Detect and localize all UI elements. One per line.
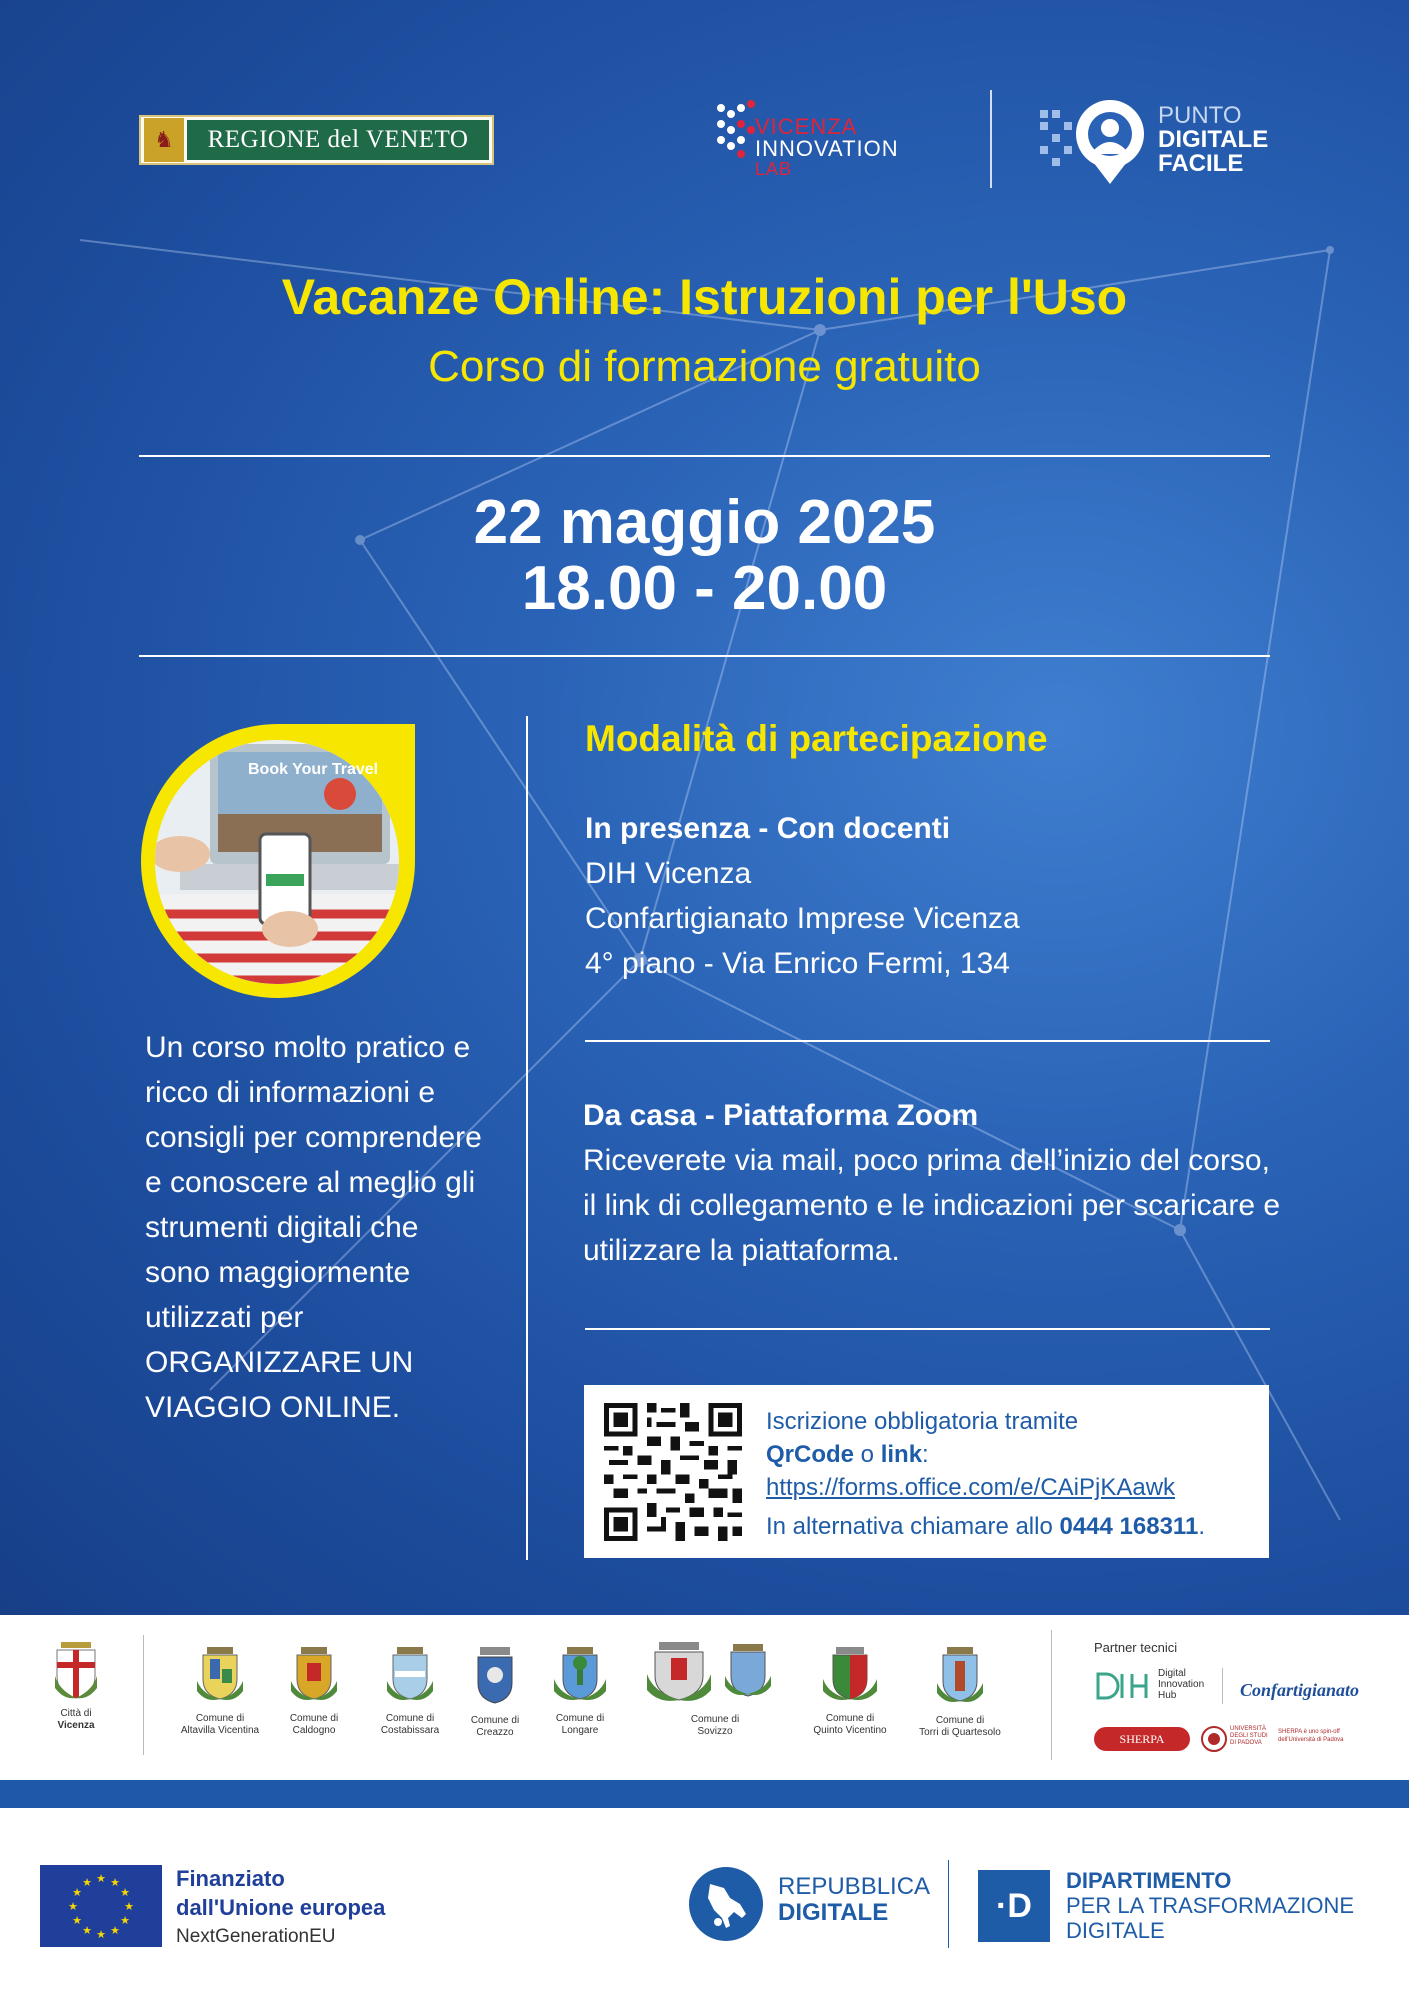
- dtd-text: [1066, 1868, 1354, 1943]
- sherpa-logo: SHERPA: [1094, 1727, 1190, 1751]
- strip-separator-2: [1051, 1630, 1052, 1760]
- footer-separator: [948, 1860, 949, 1948]
- comune-l2: Caldogno: [292, 1725, 336, 1736]
- rd-line2: DIGITALE: [778, 1899, 889, 1926]
- comune-l1: Comune di: [825, 1713, 875, 1724]
- course-subtitle: Corso di formazione gratuito: [428, 342, 981, 391]
- comune-sovizzo: [640, 1640, 790, 1738]
- eu-line1: Finanziato: [176, 1866, 285, 1891]
- svg-text:★: ★: [110, 1876, 120, 1889]
- vil-line1: VICENZA: [755, 114, 858, 139]
- photo-caption: Book Your Travel: [248, 761, 379, 778]
- eu-line3: NextGenerationEU: [176, 1926, 336, 1947]
- course-time: 18.00 - 20.00: [521, 554, 888, 623]
- casa-text: Riceverete via mail, poco prima dell’inizio del corso, il link di collegamento e le indicazioni per scaricare e utilizzare la piattaforma.: [583, 1144, 1281, 1267]
- comune-costabissara: [370, 1645, 450, 1737]
- header-divider: [990, 90, 992, 188]
- sherpa-note: SHERPA è uno spin-off dell'Università di Padova: [1278, 1729, 1344, 1743]
- comune-l2: Altavilla Vicentina: [180, 1725, 260, 1736]
- comune-creazzo: [460, 1645, 530, 1739]
- svg-text:★: ★: [120, 1886, 130, 1899]
- altavilla-crest-icon: [195, 1645, 245, 1705]
- divider-top: [139, 455, 1270, 457]
- course-title: Vacanze Online: Istruzioni per l'Uso: [281, 269, 1128, 325]
- comune-l1: Comune di: [935, 1715, 985, 1726]
- punto-digitale-facile-text: [1158, 104, 1268, 176]
- vicenza-innovation-lab-logo: [713, 92, 943, 184]
- svg-text:★: ★: [110, 1924, 120, 1937]
- presenza-block: [585, 806, 1020, 986]
- longare-crest-icon: [552, 1645, 608, 1705]
- comune-l1: Comune di: [289, 1713, 339, 1724]
- comune-l2: Quinto Vicentino: [813, 1725, 887, 1736]
- presenza-line1: DIH Vicenza: [585, 857, 752, 890]
- registration-link[interactable]: https://forms.office.com/e/CAiPjKAawk: [766, 1474, 1176, 1501]
- footer-bar: [0, 1780, 1409, 1808]
- comune-l2: Creazzo: [476, 1727, 514, 1738]
- rd-line1: REPUBBLICA: [778, 1873, 931, 1900]
- comune-caldogno: [278, 1645, 350, 1737]
- quinto-crest-icon: [821, 1645, 879, 1705]
- comune-l1: Comune di: [690, 1714, 740, 1725]
- svg-text:★: ★: [120, 1914, 130, 1927]
- registration-line1: Iscrizione obbligatoria tramite: [766, 1408, 1079, 1435]
- presenza-line2: Confartigianato Imprese Vicenza: [585, 902, 1020, 935]
- presenza-heading: In presenza - Con docenti: [585, 812, 951, 845]
- dtd-line3: DIGITALE: [1066, 1918, 1165, 1943]
- comune-torri: [905, 1645, 1015, 1739]
- partner-separator: [1222, 1668, 1223, 1704]
- dih-text: Digital Innovation Hub: [1158, 1668, 1205, 1701]
- registration-alt: [766, 1510, 1205, 1543]
- repubblica-digitale-text: [778, 1874, 930, 1926]
- comune-altavilla: [170, 1645, 270, 1737]
- svg-text:★: ★: [68, 1900, 78, 1913]
- svg-text:★: ★: [82, 1924, 92, 1937]
- modalita-title: Modalità di partecipazione: [585, 718, 1048, 759]
- alt-suffix: .: [1198, 1513, 1205, 1540]
- dtd-line2: PER LA TRASFORMAZIONE: [1066, 1893, 1355, 1918]
- pdf-line3: FACILE: [1158, 150, 1244, 177]
- svg-text:★: ★: [96, 1928, 106, 1941]
- unipd-text: UNIVERSITÀ DEGLI STUDI DI PADOVA: [1230, 1726, 1268, 1746]
- costabissara-crest-icon: [385, 1645, 435, 1705]
- column-divider: [526, 716, 528, 1560]
- dtd-logo-icon: ·D: [978, 1870, 1050, 1942]
- comune-quinto: [800, 1645, 900, 1737]
- regione-veneto-label: REGIONE del VENETO: [187, 120, 489, 160]
- pdf-line2: DIGITALE: [1158, 126, 1269, 153]
- course-date: 22 maggio 2025: [473, 488, 936, 557]
- svg-text:★: ★: [82, 1876, 92, 1889]
- svg-text:★: ★: [96, 1872, 106, 1885]
- qr-code[interactable]: [604, 1403, 742, 1541]
- divider-bottom: [139, 655, 1270, 657]
- divider-low: [585, 1328, 1270, 1330]
- svg-text:★: ★: [72, 1914, 82, 1927]
- divider-mid: [585, 1040, 1270, 1042]
- phone-number[interactable]: 0444 168311: [1059, 1513, 1199, 1540]
- partners-label: Partner tecnici: [1094, 1640, 1178, 1655]
- or-label: o: [854, 1441, 881, 1468]
- dtd-line1: DIPARTIMENTO: [1066, 1868, 1232, 1893]
- comune-l2: Torri di Quartesolo: [919, 1727, 1001, 1738]
- qrcode-label: QrCode: [766, 1441, 855, 1468]
- svg-text:★: ★: [72, 1886, 82, 1899]
- comune-l1: Comune di: [555, 1713, 605, 1724]
- comune-vicenza: [40, 1640, 112, 1732]
- comune-l2: Costabissara: [380, 1725, 440, 1736]
- comune-l1: Comune di: [470, 1715, 520, 1726]
- registration-text: [766, 1405, 1205, 1543]
- link-word: link: [880, 1441, 923, 1468]
- registration-box: [584, 1385, 1269, 1558]
- vil-line2: INNOVATION: [755, 136, 899, 161]
- comune-longare: [545, 1645, 615, 1737]
- caldogno-crest-icon: [289, 1645, 339, 1705]
- sovizzo-crest-icon: [645, 1640, 785, 1706]
- creazzo-crest-icon: [470, 1645, 520, 1707]
- vicenza-crest-icon: [53, 1640, 99, 1700]
- pdf-line1: PUNTO: [1158, 102, 1242, 129]
- confartigianato-logo: Confartigianato: [1240, 1680, 1360, 1700]
- comune-l2: Sovizzo: [697, 1726, 733, 1737]
- svg-text:★: ★: [124, 1900, 134, 1913]
- casa-heading: Da casa - Piattaforma Zoom: [583, 1099, 979, 1132]
- vil-line3: LAB: [755, 159, 793, 179]
- torri-crest-icon: [935, 1645, 985, 1707]
- comune-l1: Comune di: [195, 1713, 245, 1724]
- date-block: [0, 490, 1409, 622]
- comune-l2: Longare: [561, 1725, 599, 1736]
- colon-label: :: [922, 1441, 929, 1468]
- repubblica-digitale-icon: [688, 1866, 764, 1942]
- eu-line2: dall'Unione europea: [176, 1895, 386, 1920]
- comune-l1: Comune di: [385, 1713, 435, 1724]
- registration-line2: [766, 1438, 1205, 1471]
- travel-photo: [140, 724, 415, 999]
- strip-separator-1: [143, 1635, 144, 1755]
- eu-funding-text: [176, 1864, 385, 1951]
- eu-flag-icon: [40, 1865, 162, 1947]
- footer: [0, 1808, 1409, 2000]
- presenza-line3: 4° piano - Via Enrico Fermi, 134: [585, 947, 1010, 980]
- course-description: Un corso molto pratico e ricco di informazioni e consigli per comprendere e conoscere al meglio gli strumenti digitali che sono maggiormente utilizzati per ORGANIZZARE UN VIAGGIO ONLINE.: [145, 1031, 482, 1424]
- alt-prefix: In alternativa chiamare allo: [766, 1513, 1060, 1540]
- comune-l1: Città di: [60, 1708, 92, 1719]
- comune-l2: Vicenza: [57, 1720, 95, 1731]
- casa-block: [583, 1093, 1283, 1273]
- punto-digitale-facile-icon: [1040, 92, 1148, 188]
- regione-veneto-logo: [139, 115, 494, 165]
- lion-icon: ♞: [144, 118, 184, 162]
- unipd-seal-icon: [1200, 1724, 1228, 1754]
- dih-logo-icon: [1094, 1668, 1154, 1704]
